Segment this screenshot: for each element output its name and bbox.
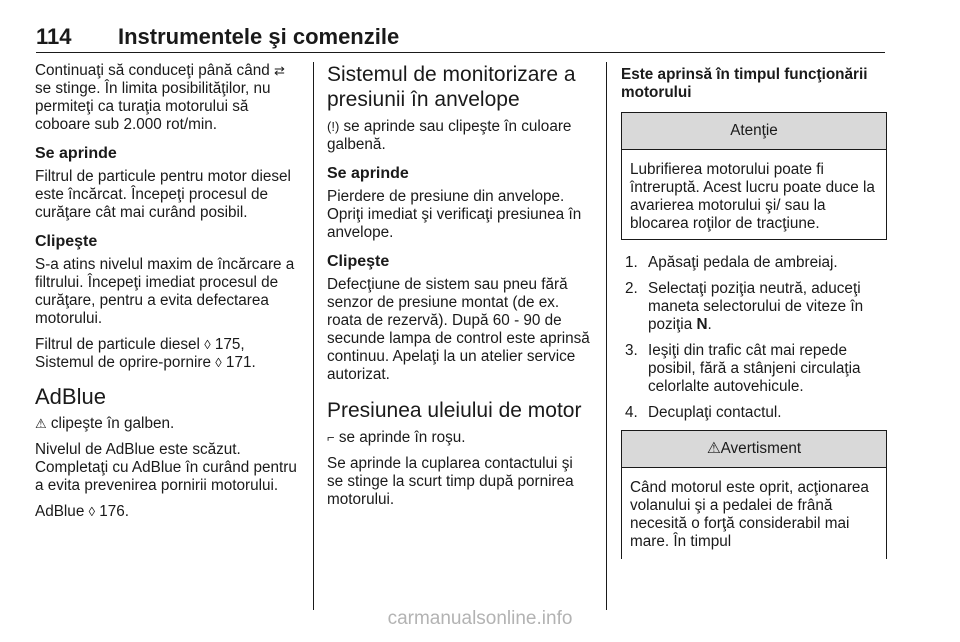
on-text: Pierdere de presiune din anvelope. Opriţi imediat şi verificaţi presiunea în anvelope. <box>327 188 582 241</box>
column-divider <box>313 62 314 610</box>
list-item: 1. Apăsaţi pedala de ambreiaj. <box>625 254 838 271</box>
page-header <box>36 22 885 53</box>
caution-box <box>621 112 887 240</box>
adblue-icon: ⚠ <box>35 416 47 431</box>
column-3 <box>621 62 887 573</box>
warning-text: Când motorul este oprit, acţionarea volanului şi a pedalei de frână necesită o forţă considerabil mai mare. În timpul <box>630 479 869 550</box>
tyre-pressure-icon: (!) <box>327 119 340 134</box>
caution-text: Lubrifierea motorului poate fi întreruptă. Acest lucru poate duce la avarierea motorului şi/ sau la blocarea roţilor de tracţiune. <box>630 161 875 232</box>
column-2 <box>327 62 591 517</box>
on-text: Filtrul de particule pentru motor diesel este încărcat. Începeţi procesul de curăţare cât mai curând posibil. <box>35 168 291 221</box>
heading-adblue: AdBlue <box>35 384 106 409</box>
oil-status: ⌐ se aprinde în roşu. <box>327 429 466 446</box>
column-1 <box>35 62 301 529</box>
heading-tyre-pressure: Sistemul de monitorizare a presiunii în anvelope <box>327 63 576 111</box>
page-ref-icon: ◊ <box>204 337 211 352</box>
column-divider <box>606 62 607 610</box>
page-ref-icon: ◊ <box>88 504 96 519</box>
heading-blink: Clipeşte <box>35 233 98 250</box>
page-ref-icon: ◊ <box>215 355 222 370</box>
list-item: 3. Ieşiţi din trafic cât mai repede posibil, fără a stânjeni circulaţia celorlalte autovehicule. <box>625 342 861 395</box>
blink-text: Defecţiune de sistem sau pneu fără senzor de presiune montat (de ex. roata de rezervă). După 60 - 90 de secunde lampa de control este aprinsă continuu. Apelaţi la un atelier service autorizat. <box>327 276 590 383</box>
caution-title: Atenţie <box>622 113 886 150</box>
warning-triangle-icon: ⚠ <box>706 440 721 457</box>
dpf-intro: Continuaţi să conduceţi până când ⇄ se stinge. În limita posibilităţilor, nu permiteţi ca turaţia motorului să coboare sub 2.000 rot/min. <box>35 62 285 133</box>
page-number: 114 <box>36 24 72 49</box>
warning-title: ⚠Avertisment <box>622 431 886 468</box>
heading-on: Se aprinde <box>327 165 409 182</box>
adblue-status: ⚠ clipeşte în galben. <box>35 415 175 432</box>
oil-can-icon: ⌐ <box>327 430 335 445</box>
adblue-reference: AdBlue ◊ 176. <box>35 503 130 520</box>
adblue-text: Nivelul de AdBlue este scăzut. Completaţi cu AdBlue în curând pentru a evita prevenirea pornirii motorului. <box>35 441 297 494</box>
oil-text: Se aprinde la cuplarea contactului şi se stinge la scurt timp după pornirea motorului. <box>327 455 574 508</box>
list-item: 4. Decuplaţi contactul. <box>625 404 782 421</box>
watermark: carmanualsonline.info <box>387 608 573 629</box>
tpms-status: (!) se aprinde sau clipeşte în culoare galbenă. <box>327 118 572 153</box>
list-item: 2. Selectaţi poziţia neutră, aduceţi maneta selectorului de viteze în poziţia N. <box>625 280 864 333</box>
dpf-light-icon: ⇄ <box>273 63 285 78</box>
heading-blink: Clipeşte <box>327 253 390 270</box>
heading-running: Este aprinsă în timpul funcţionării motorului <box>621 66 868 101</box>
steps-list <box>621 254 887 422</box>
blink-text: S-a atins nivelul maxim de încărcare a filtrului. Începeţi imediat procesul de curăţare, pentru a evita defectarea motorului. <box>35 256 295 327</box>
heading-oil-pressure: Presiunea uleiului de motor <box>327 399 582 422</box>
chapter-title: Instrumentele şi comenzile <box>118 24 400 49</box>
cross-references: Filtrul de particule diesel ◊ 175, Sistemul de oprire-pornire ◊ 171. <box>35 336 256 371</box>
warning-box <box>621 430 887 559</box>
heading-on: Se aprinde <box>35 145 117 162</box>
